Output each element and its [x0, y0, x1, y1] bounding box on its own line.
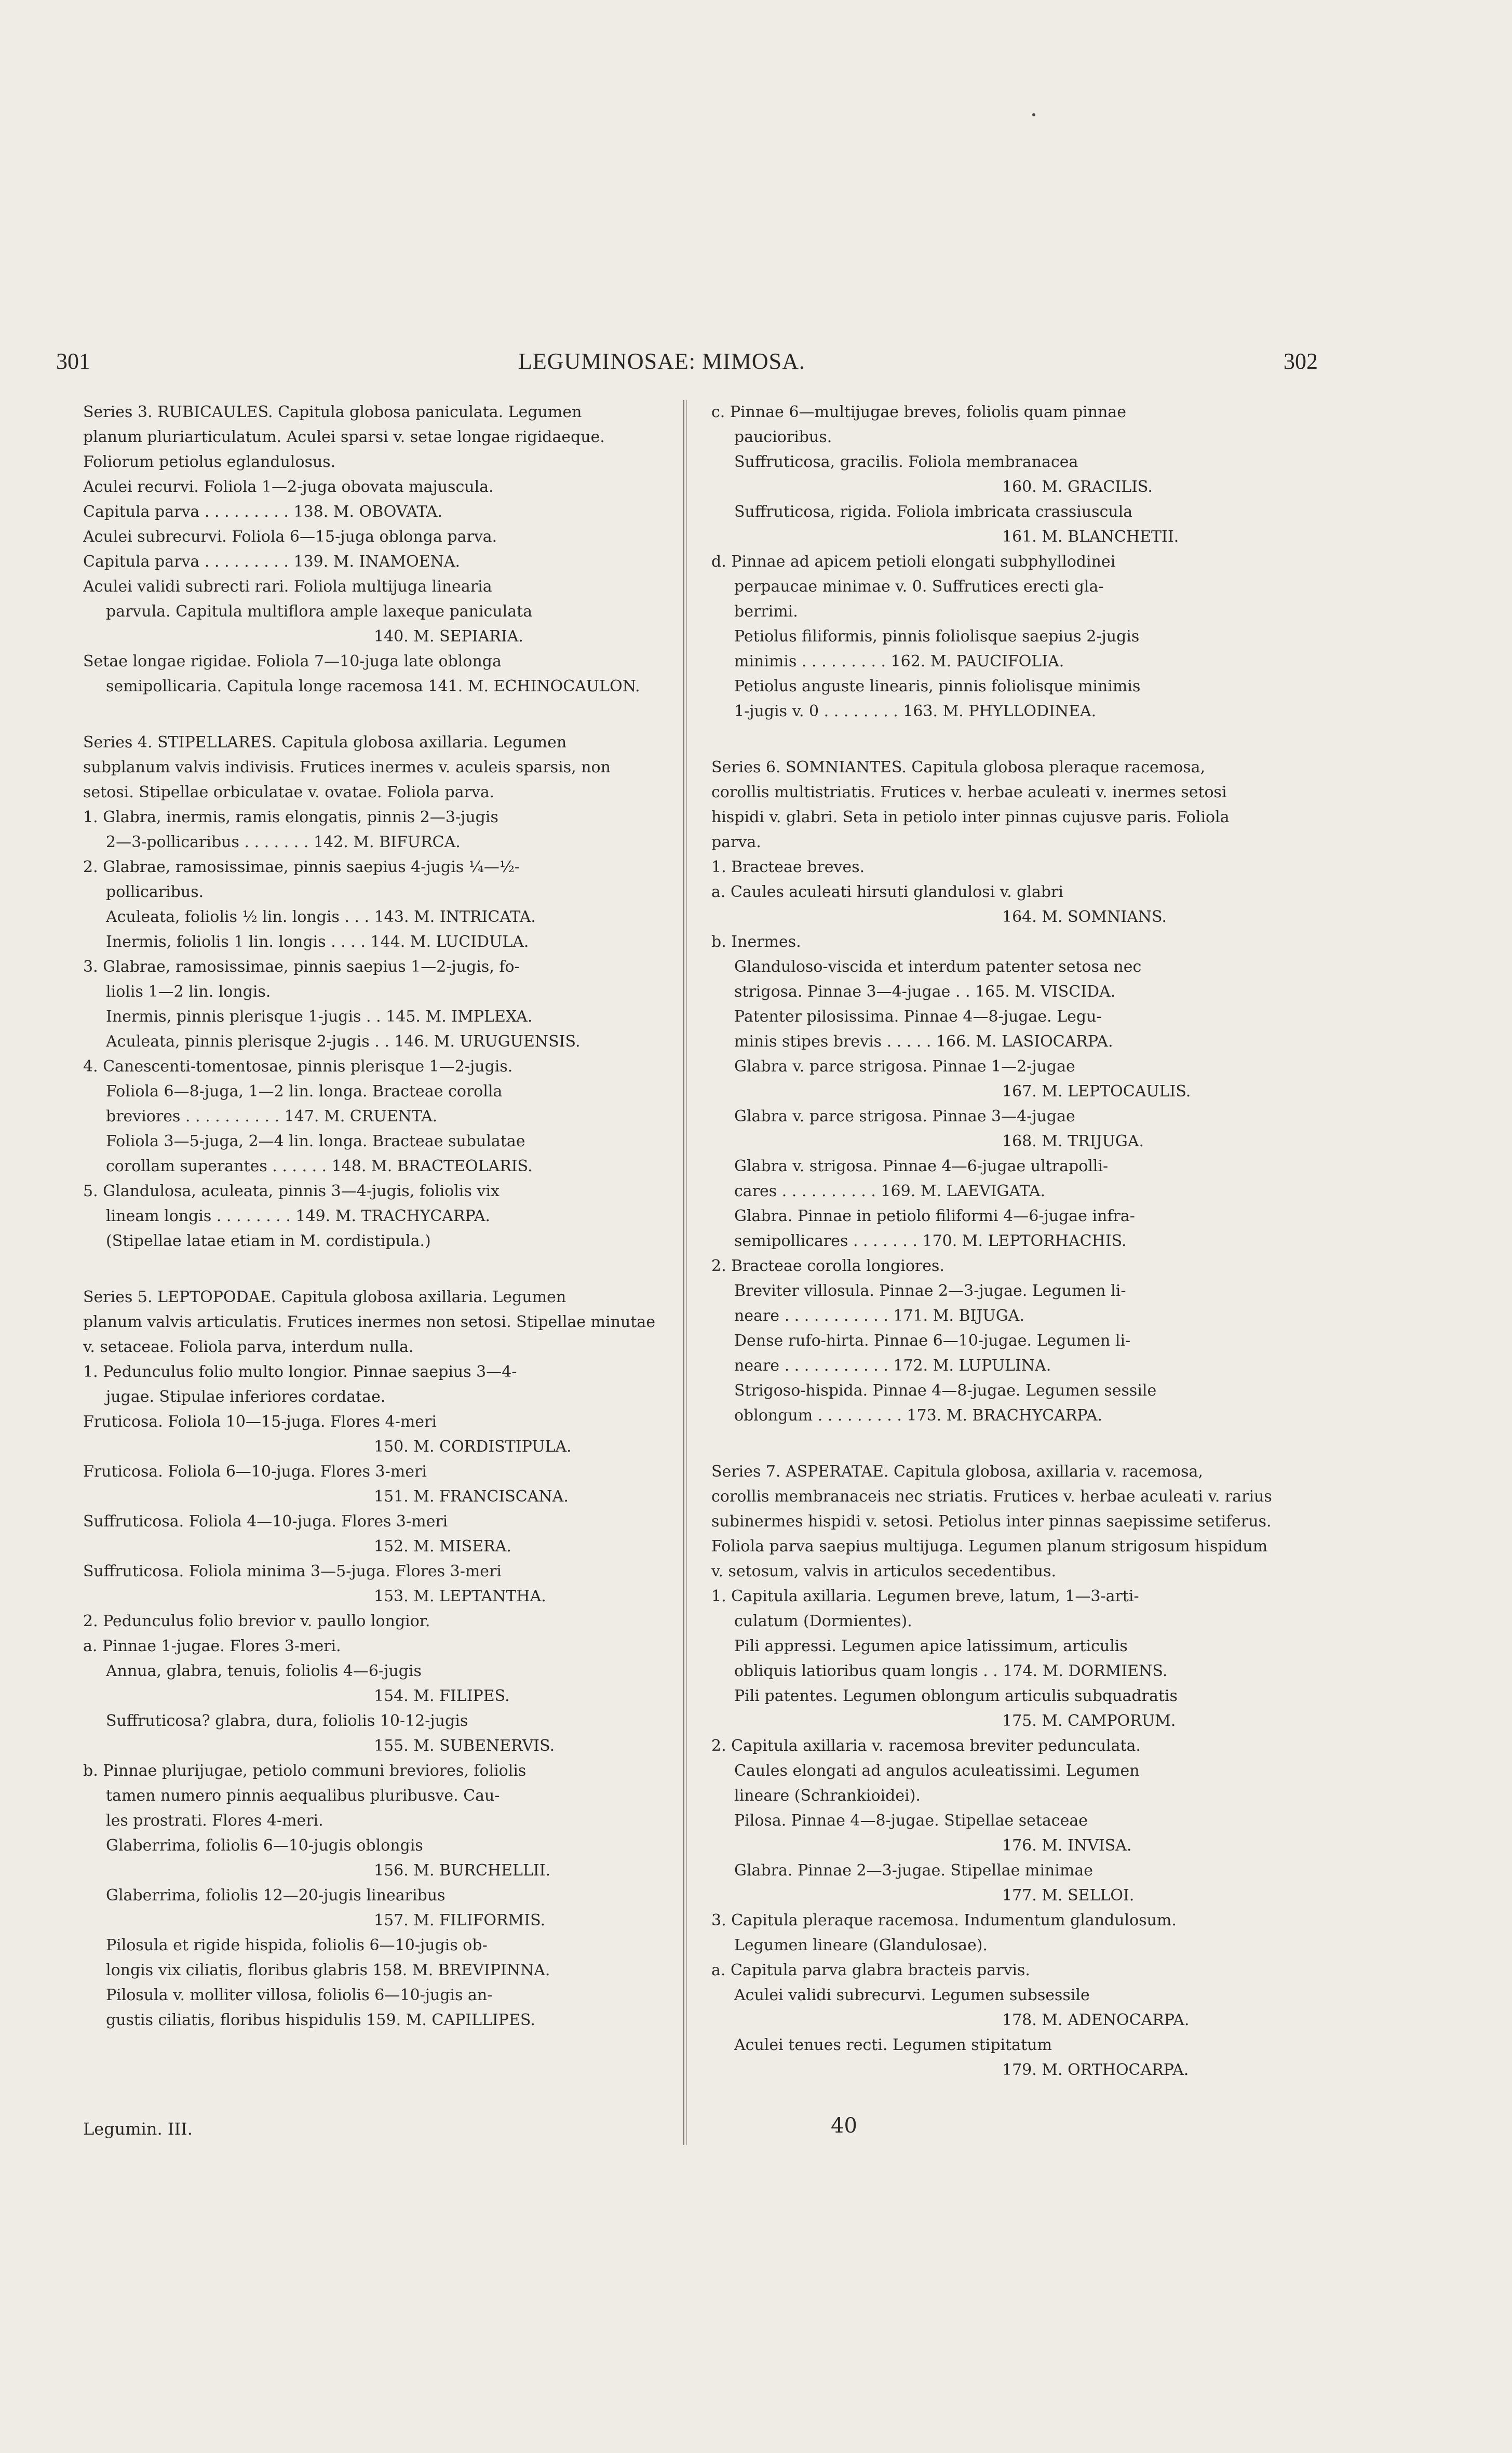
text-line: Series 4. STIPELLARES. Capitula globosa axillaria. Legumen — [83, 733, 567, 752]
text-line: Capitula parva . . . . . . . . . 138. M. OBOVATA. — [83, 503, 443, 521]
text-line: Aculei tenues recti. Legumen stipitatum — [734, 2036, 1052, 2054]
text-line: Suffruticosa? glabra, dura, foliolis 10-12-jugis — [106, 1712, 468, 1730]
text-line: Petiolus anguste linearis, pinnis foliolisque minimis — [734, 677, 1141, 695]
text-line: parva. — [711, 833, 761, 851]
text-line: Annua, glabra, tenuis, foliolis 4—6-jugis — [106, 1662, 422, 1680]
text-line: a. Caules aculeati hirsuti glandulosi v. glabri — [711, 883, 1063, 901]
text-line: a. Capitula parva glabra bracteis parvis. — [711, 1961, 1030, 1979]
text-line: Foliorum petiolus eglandulosus. — [83, 453, 336, 471]
text-line: semipollicares . . . . . . . 170. M. LEPTORHACHIS. — [734, 1232, 1127, 1250]
text-line: (Stipellae latae etiam in M. cordistipula.) — [106, 1232, 431, 1250]
text-line: Suffruticosa. Foliola 4—10-juga. Flores 3-meri — [83, 1512, 448, 1531]
text-line: 151. M. FRANCISCANA. — [374, 1487, 569, 1506]
text-line: lineare (Schrankioidei). — [734, 1787, 921, 1805]
text-line — [711, 1428, 1334, 1459]
page-number-left: 301 — [56, 348, 90, 374]
text-line: Suffruticosa. Foliola minima 3—5-juga. Flores 3-meri — [83, 1562, 502, 1580]
text-line: lineam longis . . . . . . . . 149. M. TRACHYCARPA. — [106, 1207, 491, 1225]
text-line: Pili appressi. Legumen apice latissimum, articulis — [734, 1637, 1128, 1655]
text-line: Suffruticosa, gracilis. Foliola membranacea — [734, 453, 1078, 471]
text-line: 140. M. SEPIARIA. — [374, 627, 523, 646]
text-line: Strigoso-hispida. Pinnae 4—8-jugae. Legumen sessile — [734, 1382, 1157, 1400]
running-header — [56, 348, 1318, 384]
text-line: Breviter villosula. Pinnae 2—3-jugae. Legumen li- — [734, 1282, 1126, 1300]
text-line: 1-jugis v. 0 . . . . . . . . 163. M. PHYLLODINEA. — [734, 702, 1097, 720]
text-line: oblongum . . . . . . . . . 173. M. BRACHYCARPA. — [734, 1406, 1103, 1425]
text-line: Aculeata, foliolis ½ lin. longis . . . 143. M. INTRICATA. — [106, 908, 536, 926]
column-rule-inner — [686, 400, 687, 2145]
text-line: 177. M. SELLOI. — [1002, 1886, 1135, 1905]
text-line: 2. Pedunculus folio brevior v. paullo longior. — [83, 1612, 430, 1630]
text-line: 175. M. CAMPORUM. — [1002, 1712, 1176, 1730]
page-number-right: 302 — [1284, 348, 1318, 374]
text-line: berrimi. — [734, 602, 798, 621]
column-rule — [683, 400, 684, 2145]
text-line: Glabra v. parce strigosa. Pinnae 3—4-jugae — [734, 1107, 1075, 1125]
text-line: 157. M. FILIFORMIS. — [374, 1911, 546, 1929]
text-line: b. Pinnae plurijugae, petiolo communi breviores, foliolis — [83, 1762, 526, 1780]
text-line: 2—3-pollicaribus . . . . . . . 142. M. BIFURCA. — [106, 833, 461, 851]
text-line: Glabra. Pinnae in petiolo filiformi 4—6-jugae infra- — [734, 1207, 1135, 1225]
text-line: Series 3. RUBICAULES. Capitula globosa paniculata. Legumen — [83, 403, 582, 421]
text-line: 1. Capitula axillaria. Legumen breve, latum, 1—3-arti- — [711, 1587, 1139, 1605]
text-line: pollicaribus. — [106, 883, 204, 901]
text-line: parvula. Capitula multiflora ample laxeque paniculata — [106, 602, 533, 621]
text-line: 1. Glabra, inermis, ramis elongatis, pinnis 2—3-jugis — [83, 808, 498, 826]
text-line: Pilosula et rigide hispida, foliolis 6—10-jugis ob- — [106, 1936, 488, 1954]
text-line: Aculei validi subrecurvi. Legumen subsessile — [734, 1986, 1090, 2004]
text-line: Setae longae rigidae. Foliola 7—10-juga late oblonga — [83, 652, 502, 671]
text-line: strigosa. Pinnae 3—4-jugae . . 165. M. VISCIDA. — [734, 983, 1116, 1001]
text-line: obliquis latioribus quam longis . . 174. M. DORMIENS. — [734, 1662, 1168, 1680]
text-line: Fruticosa. Foliola 10—15-juga. Flores 4-meri — [83, 1413, 437, 1431]
text-line: Series 7. ASPERATAE. Capitula globosa, axillaria v. racemosa, — [711, 1463, 1203, 1481]
signature-mark: Legumin. III. — [83, 2119, 193, 2139]
text-line: 2. Bracteae corolla longiores. — [711, 1257, 944, 1275]
text-line: les prostrati. Flores 4-meri. — [106, 1812, 323, 1830]
text-line: Aculei recurvi. Foliola 1—2-juga obovata majuscula. — [83, 478, 494, 496]
text-line: 176. M. INVISA. — [1002, 1837, 1132, 1855]
text-line: minimis . . . . . . . . . 162. M. PAUCIFOLIA. — [734, 652, 1064, 671]
text-line: 153. M. LEPTANTHA. — [374, 1587, 546, 1605]
text-line: 160. M. GRACILIS. — [1002, 478, 1153, 496]
text-line: neare . . . . . . . . . . . 171. M. BIJUGA. — [734, 1307, 1024, 1325]
text-line: 154. M. FILIPES. — [374, 1687, 510, 1705]
text-line: 3. Capitula pleraque racemosa. Indumentum glandulosum. — [711, 1911, 1177, 1929]
text-line: Glabra v. parce strigosa. Pinnae 1—2-jugae — [734, 1057, 1075, 1076]
text-line: subinermes hispidi v. setosi. Petiolus inter pinnas saepissime setiferus. — [711, 1512, 1272, 1531]
text-line: 152. M. MISERA. — [374, 1537, 511, 1556]
text-line: Aculeata, pinnis plerisque 2-jugis . . 146. M. URUGUENSIS. — [106, 1033, 580, 1051]
text-line: corollis multistriatis. Frutices v. herbae aculeati v. inermes setosi — [711, 783, 1227, 801]
text-line: 1. Pedunculus folio multo longior. Pinnae saepius 3—4- — [83, 1363, 517, 1381]
text-line: Glaberrima, foliolis 6—10-jugis oblongis — [106, 1837, 423, 1855]
text-line: hispidi v. glabri. Seta in petiolo inter pinnas cujusve paris. Foliola — [711, 808, 1230, 826]
text-line: tamen numero pinnis aequalibus pluribusve. Cau- — [106, 1787, 500, 1805]
text-line: Aculei validi subrecti rari. Foliola multijuga linearia — [83, 578, 492, 596]
text-line: paucioribus. — [734, 428, 832, 446]
text-line: Foliola parva saepius multijuga. Legumen planum strigosum hispidum — [711, 1537, 1268, 1556]
text-line: Dense rufo-hirta. Pinnae 6—10-jugae. Legumen li- — [734, 1332, 1131, 1350]
sheet-number: 40 — [831, 2114, 857, 2138]
text-line: 167. M. LEPTOCAULIS. — [1002, 1082, 1191, 1101]
text-line: a. Pinnae 1-jugae. Flores 3-meri. — [83, 1637, 341, 1655]
text-line: c. Pinnae 6—multijugae breves, foliolis quam pinnae — [711, 403, 1127, 421]
text-line: 4. Canescenti-tomentosae, pinnis plerisque 1—2-jugis. — [83, 1057, 513, 1076]
text-line: Foliola 3—5-juga, 2—4 lin. longa. Bracteae subulatae — [106, 1132, 525, 1150]
text-line: perpaucae minimae v. 0. Suffrutices erecti gla- — [734, 578, 1104, 596]
text-line: setosi. Stipellae orbiculatae v. ovatae. Foliola parva. — [83, 783, 495, 801]
text-line: breviores . . . . . . . . . . 147. M. CRUENTA. — [106, 1107, 438, 1125]
text-line: Capitula parva . . . . . . . . . 139. M. INAMOENA. — [83, 553, 461, 571]
text-line: Aculei subrecurvi. Foliola 6—15-juga oblonga parva. — [83, 528, 497, 546]
text-line: planum valvis articulatis. Frutices inermes non setosi. Stipellae minutae — [83, 1313, 656, 1331]
text-line: Pilosa. Pinnae 4—8-jugae. Stipellae setaceae — [734, 1812, 1088, 1830]
text-line: Inermis, pinnis plerisque 1-jugis . . 145. M. IMPLEXA. — [106, 1008, 533, 1026]
text-line: v. setosum, valvis in articulos secedentibus. — [711, 1562, 1056, 1580]
text-line: 168. M. TRIJUGA. — [1002, 1132, 1144, 1150]
text-line: Caules elongati ad angulos aculeatissimi. Legumen — [734, 1762, 1140, 1780]
text-line: 155. M. SUBENERVIS. — [374, 1737, 555, 1755]
text-line: 161. M. BLANCHETII. — [1002, 528, 1179, 546]
text-line: Glabra. Pinnae 2—3-jugae. Stipellae minimae — [734, 1861, 1093, 1880]
text-line: d. Pinnae ad apicem petioli elongati subphyllodinei — [711, 553, 1116, 571]
text-line: Series 6. SOMNIANTES. Capitula globosa pleraque racemosa, — [711, 758, 1206, 776]
text-line: culatum (Dormientes). — [734, 1612, 912, 1630]
text-line: Patenter pilosissima. Pinnae 4—8-jugae. Legu- — [734, 1008, 1102, 1026]
text-line: 2. Glabrae, ramosissimae, pinnis saepius 4-jugis ¼—½- — [83, 858, 520, 876]
text-line: Suffruticosa, rigida. Foliola imbricata crassiuscula — [734, 503, 1133, 521]
text-line: 5. Glandulosa, aculeata, pinnis 3—4-jugis, foliolis vix — [83, 1182, 500, 1200]
text-line: Pilosula v. molliter villosa, foliolis 6—10-jugis an- — [106, 1986, 493, 2004]
text-line: minis stipes brevis . . . . . 166. M. LASIOCARPA. — [734, 1033, 1113, 1051]
text-line: 156. M. BURCHELLII. — [374, 1861, 551, 1880]
text-line: 178. M. ADENOCARPA. — [1002, 2011, 1190, 2029]
text-line: Legumen lineare (Glandulosae). — [734, 1936, 988, 1954]
text-line: 164. M. SOMNIANS. — [1002, 908, 1167, 926]
text-line: Glabra v. strigosa. Pinnae 4—6-jugae ultrapolli- — [734, 1157, 1109, 1175]
text-line — [83, 1254, 665, 1285]
text-line: Series 5. LEPTOPODAE. Capitula globosa axillaria. Legumen — [83, 1288, 566, 1306]
text-line: planum pluriarticulatum. Aculei sparsi v. setae longae rigidaeque. — [83, 428, 605, 446]
text-line: Foliola 6—8-juga, 1—2 lin. longa. Bracteae corolla — [106, 1082, 503, 1101]
text-line: cares . . . . . . . . . . 169. M. LAEVIGATA. — [734, 1182, 1046, 1200]
text-line: 2. Capitula axillaria v. racemosa breviter pedunculata. — [711, 1737, 1141, 1755]
text-line: b. Inermes. — [711, 933, 801, 951]
running-title: LEGUMINOSAE: MIMOSA. — [518, 348, 805, 374]
left-column — [83, 400, 665, 2033]
text-line: Petiolus filiformis, pinnis foliolisque saepius 2-jugis — [734, 627, 1140, 646]
text-line: neare . . . . . . . . . . . 172. M. LUPULINA. — [734, 1357, 1051, 1375]
text-line: Fruticosa. Foliola 6—10-juga. Flores 3-meri — [83, 1463, 427, 1481]
text-line: Inermis, foliolis 1 lin. longis . . . . 144. M. LUCIDULA. — [106, 933, 529, 951]
text-line — [711, 724, 1334, 755]
text-line: corollis membranaceis nec striatis. Frutices v. herbae aculeati v. rarius — [711, 1487, 1272, 1506]
text-line: Pili patentes. Legumen oblongum articulis subquadratis — [734, 1687, 1178, 1705]
text-line: gustis ciliatis, floribus hispidulis 159. M. CAPILLIPES. — [106, 2011, 535, 2029]
text-line: subplanum valvis indivisis. Frutices inermes v. aculeis sparsis, non — [83, 758, 611, 776]
text-line: Glanduloso-viscida et interdum patenter setosa nec — [734, 958, 1142, 976]
text-line: liolis 1—2 lin. longis. — [106, 983, 271, 1001]
text-line: 179. M. ORTHOCARPA. — [1002, 2061, 1189, 2079]
ink-speck — [1032, 113, 1035, 116]
right-column — [711, 400, 1334, 2083]
text-line: 1. Bracteae breves. — [711, 858, 865, 876]
text-line: semipollicaria. Capitula longe racemosa 141. M. ECHINOCAULON. — [106, 677, 640, 695]
text-line: v. setaceae. Foliola parva, interdum nulla. — [83, 1338, 414, 1356]
text-line: Glaberrima, foliolis 12—20-jugis linearibus — [106, 1886, 446, 1905]
text-line — [83, 699, 665, 730]
text-line: 3. Glabrae, ramosissimae, pinnis saepius 1—2-jugis, fo- — [83, 958, 520, 976]
text-line: corollam superantes . . . . . . 148. M. BRACTEOLARIS. — [106, 1157, 533, 1175]
text-line: 150. M. CORDISTIPULA. — [374, 1438, 572, 1456]
text-line: longis vix ciliatis, floribus glabris 158. M. BREVIPINNA. — [106, 1961, 550, 1979]
text-line: jugae. Stipulae inferiores cordatae. — [106, 1388, 386, 1406]
